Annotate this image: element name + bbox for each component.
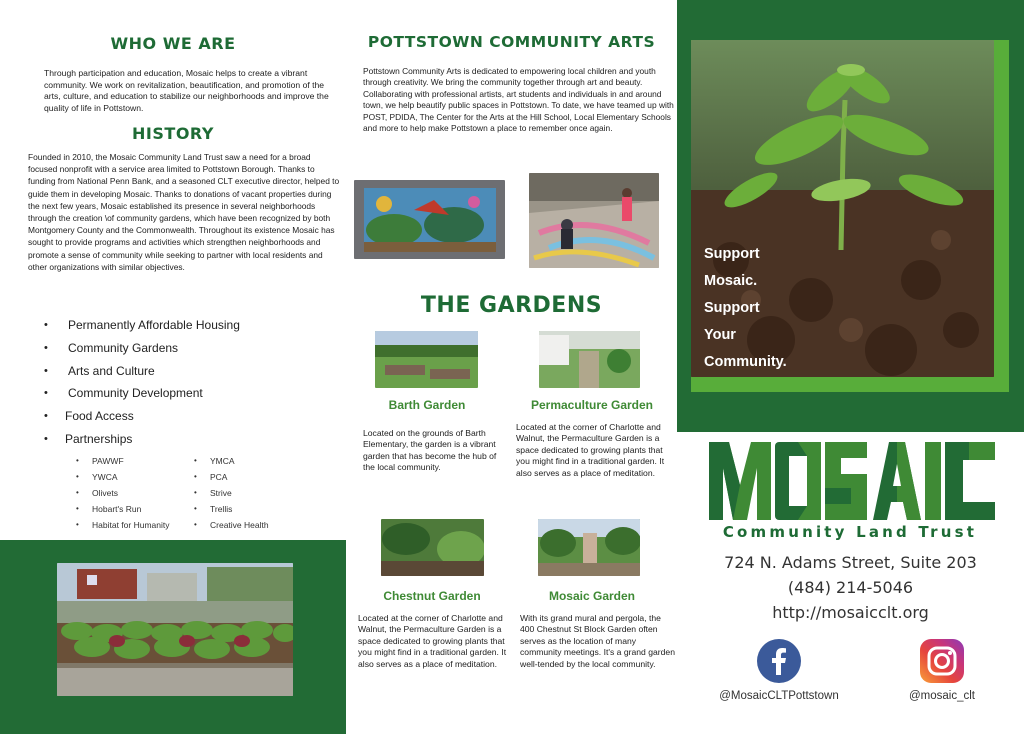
partners-list-left — [76, 456, 169, 536]
list-item: • Creative Health — [194, 520, 269, 530]
history-text: Founded in 2010, the Mosaic Community Land Trust saw a need for a broad focused nonprofit with a service area limited to Pottstown Borough. Thanks to funding from National Penn Bank, and a seasoned CLT executive director, helped to guide them in developing Mosaic. Thanks to donations of vacant properties during the next few years, Mosaic established its presence in several neighborhoods through the creation \of community gardens, which have been recognized by both Montgomery County and the Commonwealth. Throughout its existence Mosaic has sought to provide programs and activities which strengthen neighborhoods and promote a sense of community while seeking to partner with local residents and other organizations with similar objectives. — [28, 152, 340, 272]
list-item: • Community Development — [44, 386, 203, 401]
garden-description: Located on the grounds of Barth Elementary, the garden is a vibrant garden that has become the hub of the local community. — [363, 428, 497, 473]
partners-list-right — [194, 456, 269, 536]
garden-description: Located at the corner of Charlotte and Walnut, the Permaculture Garden is a space dedicated to growing plants that you might find in a traditional garden. It also serves as a place of meditation. — [516, 422, 665, 478]
list-item: • Habitat for Humanity — [76, 520, 170, 530]
list-item: • Hobart's Run — [76, 504, 142, 514]
facebook-icon[interactable] — [757, 639, 801, 683]
gardens-heading: THE GARDENS — [420, 293, 603, 318]
left-panel — [0, 0, 346, 734]
garden-name: Barth Garden — [388, 398, 466, 412]
community-arts-heading: POTTSTOWN COMMUNITY ARTS — [367, 33, 656, 51]
permaculture-garden-photo — [539, 331, 640, 388]
website-link[interactable]: http://mosaicclt.org — [772, 603, 929, 622]
right-panel — [677, 0, 1024, 734]
barth-garden-photo — [375, 331, 478, 388]
who-we-are-heading: WHO WE ARE — [110, 34, 236, 53]
mosaic-garden-photo — [538, 519, 640, 576]
list-item: • Permanently Affordable Housing — [44, 318, 240, 332]
list-item: • Food Access — [44, 409, 134, 424]
list-item: • Trellis — [194, 504, 233, 514]
garden-name: Mosaic Garden — [548, 589, 636, 603]
list-item: • PCA — [194, 472, 228, 482]
list-item: • Arts and Culture — [44, 363, 155, 378]
garden-description: With its grand mural and pergola, the 400 Chestnut St Block Garden often serves as the location of many community meetings. It's a grand garden well-tended by the local community. — [520, 613, 675, 669]
list-item: • Partnerships — [44, 431, 133, 446]
list-item: • YWCA — [76, 472, 118, 482]
garden-name: Permaculture Garden — [530, 398, 654, 412]
instagram-handle[interactable]: @mosaic_clt — [909, 690, 975, 702]
instagram-icon[interactable] — [920, 639, 964, 683]
middle-panel — [346, 0, 677, 734]
mosaic-logo — [707, 440, 997, 522]
mural-photo — [354, 180, 505, 259]
chalk-art-photo — [529, 173, 659, 268]
history-heading: HISTORY — [132, 124, 214, 143]
facebook-handle[interactable]: @MosaicCLTPottstown — [719, 690, 839, 702]
list-item: • Community Gardens — [44, 340, 179, 355]
garden-description: Located at the corner of Charlotte and Walnut, the Permaculture Garden is a space dedicated to growing plants that you might find in a traditional garden. It also serves as a place of meditation. — [358, 613, 507, 669]
focus-areas-list — [44, 318, 240, 455]
list-item: • PAWWF — [76, 456, 124, 466]
phone: (484) 214-5046 — [787, 578, 914, 597]
address: 724 N. Adams Street, Suite 203 — [724, 553, 977, 572]
community-arts-text: Pottstown Community Arts is dedicated to empowering local children and youth through creativity. We bring the community together through art and beauty. Collaborating with professional artists, art students and individuals in and around town, we help beautify public spaces in Pottstown. To date, we have teamed up with POST, PDIDA, The Center for the Arts at the Hill School, Local Elementary Schools and more to help make Pottstown a place to remember once again. — [363, 66, 674, 134]
raised-bed-garden-photo — [57, 563, 293, 696]
chestnut-garden-photo — [381, 519, 484, 576]
list-item: • Olivets — [76, 488, 118, 498]
list-item: • Strive — [194, 488, 232, 498]
who-we-are-text: Through participation and education, Mosaic helps to create a vibrant community. We work on revitalization, beautification, and promotion of the arts, culture, and education to stabilize our neighborhoods and improve the quality of life in Pottstown. — [44, 68, 329, 113]
list-item: • YMCA — [194, 456, 235, 466]
garden-name: Chestnut Garden — [383, 589, 481, 603]
tagline: Support Mosaic. Support Your Community. — [704, 246, 787, 370]
logo-subtitle: Community Land Trust — [722, 523, 978, 541]
